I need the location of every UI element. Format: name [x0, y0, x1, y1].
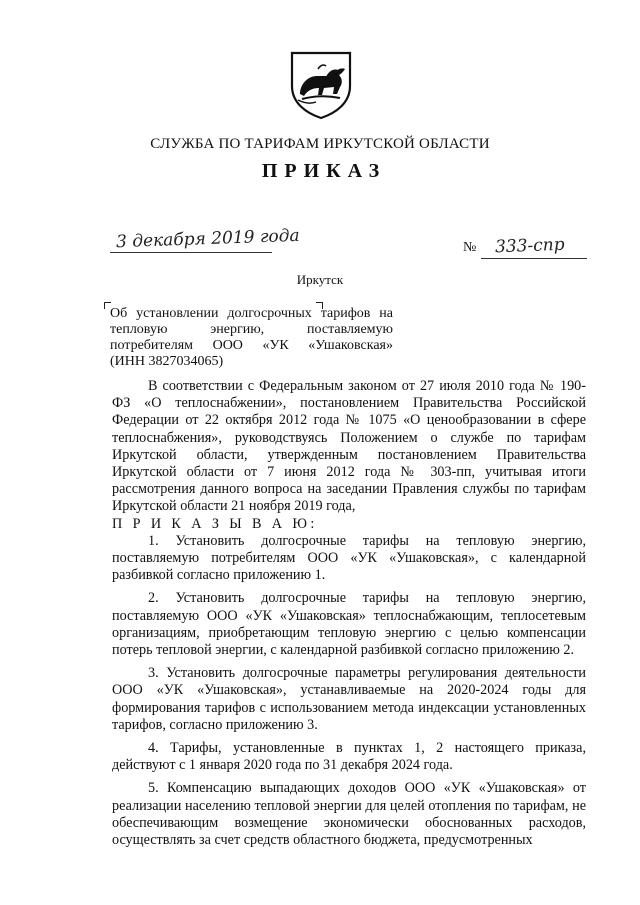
- subject-line: потребителям ООО «УК «Ушаковская»: [110, 338, 393, 353]
- number-underline: [481, 258, 587, 259]
- order-item-1: 1. Установить долгосрочные тарифы на тепловую энергию, поставляемую потребителям ООО «УК «Ушаковская», с календарной разбивкой согласно приложению 1.: [112, 532, 586, 584]
- preamble-paragraph: В соответствии с Федеральным законом от 27 июля 2010 года № 190-ФЗ «О теплоснабжении», постановлением Правительства Российской Федерации от 22 октября 2012 года № 1075 «О ценообразовании в сфере теплоснабжения», руководствуясь Положением о службе по тарифам Иркутской области, утвержденным постановлением Правительства Иркутской области от 7 июня 2012 года № 303-пп, учитывая итоги рассмотрения данного вопроса на заседании Правления службы по тарифам Иркутской области 21 ноября 2019 года,: [112, 378, 586, 515]
- agency-name: СЛУЖБА ПО ТАРИФАМ ИРКУТСКОЙ ОБЛАСТИ: [150, 136, 490, 152]
- document-title: ПРИКАЗ: [261, 160, 387, 182]
- document-body: [112, 378, 586, 849]
- city-name: Иркутск: [296, 272, 344, 287]
- order-item-5: 5. Компенсацию выпадающих доходов ООО «УК «Ушаковская» от реализации населению тепловой энергии для целей отопления по тарифам, не обеспечивающим возмещение экономически обоснованных расходов, осуществлять за счет средств областного бюджета, предусмотренных: [112, 780, 586, 849]
- subject-line: (ИНН 3827034065): [110, 354, 224, 369]
- coat-of-arms-icon: [288, 50, 354, 120]
- subject-block: [110, 306, 393, 370]
- order-item-3: 3. Установить долгосрочные параметры регулирования деятельности ООО «УК «Ушаковская», устанавливаемые на 2020-2024 годы для формирования тарифов с использованием метода индексации установленных тарифов, согласно приложению 3.: [112, 665, 586, 733]
- document-date: 3 декабря 2019 года: [115, 225, 300, 253]
- order-word: П Р И К А З Ы В А Ю:: [112, 515, 318, 532]
- subject-corner-right: [316, 302, 323, 309]
- order-item-4: 4. Тарифы, установленные в пунктах 1, 2 настоящего приказа, действуют с 1 января 2020 года по 31 декабря 2024 года.: [112, 740, 586, 774]
- subject-corner-left: [104, 302, 111, 309]
- date-underline: [110, 252, 272, 253]
- number-label: №: [463, 240, 477, 255]
- document-number: 333-спр: [494, 234, 565, 258]
- order-item-2: 2. Установить долгосрочные тарифы на тепловую энергию, поставляемую ООО «УК «Ушаковская» теплоснабжающим, теплосетевым организациям, приобретающим тепловую энергию с целью компенсации потерь тепловой энергии, с календарной разбивкой согласно приложению 2.: [112, 590, 586, 659]
- subject-line: Об установлении долгосрочных тарифов на: [110, 306, 393, 321]
- subject-line: тепловую энергию, поставляемую: [110, 322, 393, 337]
